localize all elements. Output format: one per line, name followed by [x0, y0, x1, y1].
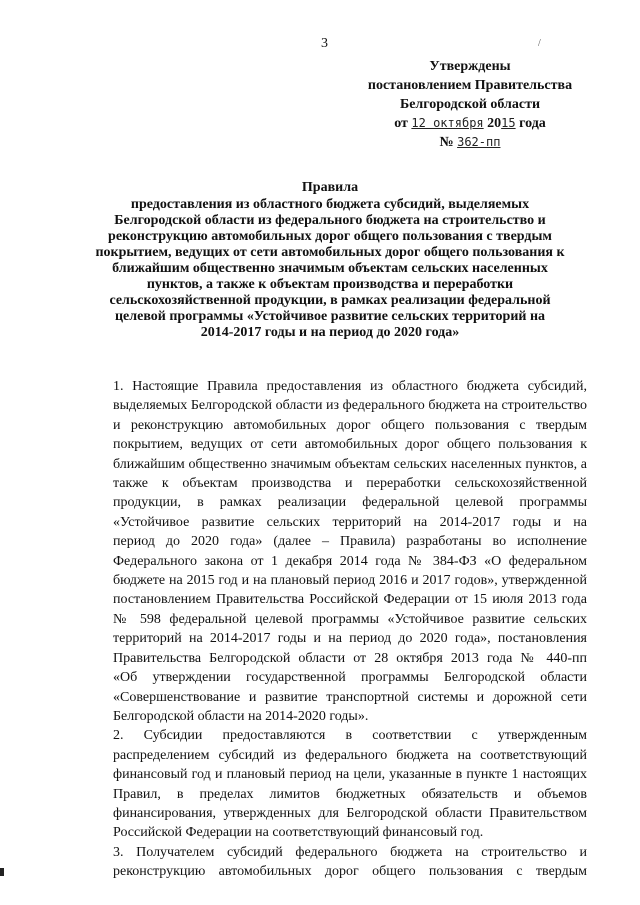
paragraph-line: постановлением Правительства Российской Федерации от 15 июля 2013 года [113, 592, 587, 608]
paragraph-1 [75, 377, 587, 726]
title-line: Белгородской области из федерального бюджета на строительство и [114, 213, 546, 228]
paragraph-line: финансирования, утвержденных для Белгородской области Правительством [113, 805, 587, 821]
paragraph-line: период до 2020 года» (далее – Правила) разработаны во исполнение [113, 534, 587, 550]
title-line: ближайшим общественно значимым объектам сельских населенных [112, 261, 548, 276]
title-line: целевой программы «Устойчивое развитие сельских территорий на [114, 309, 546, 324]
title-line: покрытием, ведущих от сети автомобильных дорог общего пользования к [95, 245, 565, 260]
paragraph-line: Правил, в пределах лимитов бюджетных обязательств и объемов [113, 786, 587, 802]
paragraph-line: распределением субсидий из федерального бюджета на соответствующий [113, 747, 587, 763]
paragraph-line: покрытием, ведущих от сети автомобильных дорог общего пользования к [113, 437, 587, 453]
paragraph-line: территорий на 2014-2017 годы и на период до 2020 года», постановления [113, 631, 587, 647]
title-line: пунктов, а также к объектам производства и переработки [146, 277, 514, 292]
approval-date-year-start: 20 [487, 116, 502, 131]
title-line: 2014-2017 годы и на период до 2020 года» [200, 325, 460, 340]
approval-number [350, 133, 590, 152]
paragraph-line: также к объектам производства и переработки сельскохозяйственной [113, 476, 587, 492]
paragraph-line: реконструкцию автомобильных дорог общего пользования с твердым [113, 864, 587, 880]
paragraph-line: 1. Настоящие Правила предоставления из областного бюджета субсидий, [113, 379, 587, 394]
paragraph-line: ближайшим общественно значимым объектам сельских населенных пунктов, а [113, 456, 587, 472]
approval-date [350, 114, 590, 133]
paragraph-line: выделяемых Белгородской области из федерального бюджета на строительство [113, 398, 587, 414]
paragraph-line: № 598 федеральной целевой программы «Устойчивое развитие сельских [113, 611, 587, 627]
approval-line-1: Утверждены [429, 59, 511, 74]
title-line: сельскохозяйственной продукции, в рамках реализации федеральной [109, 293, 551, 308]
approval-line-3: Белгородской области [399, 97, 541, 112]
title-line: реконструкцию автомобильных дорог общего пользования с твердым [108, 229, 552, 244]
paragraph-line: «Об утверждении государственной программы Белгородской области [113, 670, 587, 686]
paragraph-2 [75, 726, 587, 842]
scan-mark: / [538, 38, 541, 49]
approval-date-day-month: 12 октября [411, 116, 484, 130]
paragraph-line: «Совершенствование и развитие транспортной системы и дорожной сети [113, 689, 587, 705]
approval-date-prefix: от [394, 116, 408, 131]
approval-number-prefix: № [439, 135, 454, 150]
paragraph-line: продукции, в рамках реализации федеральной целевой программы [113, 495, 587, 511]
paragraph-line: финансовый год и плановый период на цели, указанные в пункте 1 настоящих [113, 767, 587, 783]
document-title [70, 180, 590, 341]
paragraph-line: бюджете на 2015 год и на плановый период 2016 и 2017 годов», утвержденной [113, 573, 587, 589]
document-body [75, 377, 587, 882]
paragraph-line: и реконструкцию автомобильных дорог общего пользования с твердым [113, 417, 587, 433]
title-word: Правила [301, 180, 359, 195]
paragraph-3 [75, 843, 587, 882]
approval-stamp [350, 57, 590, 152]
scan-edge-mark [0, 868, 4, 876]
paragraph-line: Федерального закона от 1 декабря 2014 года № 384-ФЗ «О федеральном [113, 553, 587, 569]
approval-date-suffix: года [519, 116, 546, 131]
title-line: предоставления из областного бюджета субсидий, выделяемых [130, 197, 530, 212]
paragraph-line: Правительства Белгородской области от 28 октября 2013 года № 440-пп [113, 650, 587, 666]
approval-line-2: постановлением Правительства [367, 78, 573, 93]
paragraph-line: 3. Получателем субсидий федерального бюджета на строительство и [113, 844, 587, 860]
paragraph-line: «Устойчивое развитие сельских территорий на 2014-2017 годы и на [113, 514, 587, 530]
paragraph-line: Белгородской области на 2014-2020 годы». [113, 708, 369, 724]
paragraph-line: 2. Субсидии предоставляются в соответствии с утвержденным [113, 728, 587, 744]
paragraph-line: Российской Федерации на соответствующий финансовый год. [113, 825, 484, 841]
approval-date-year-end: 15 [501, 116, 516, 130]
approval-number-value: 362-пп [457, 135, 501, 149]
page-number: 3 [321, 36, 328, 51]
